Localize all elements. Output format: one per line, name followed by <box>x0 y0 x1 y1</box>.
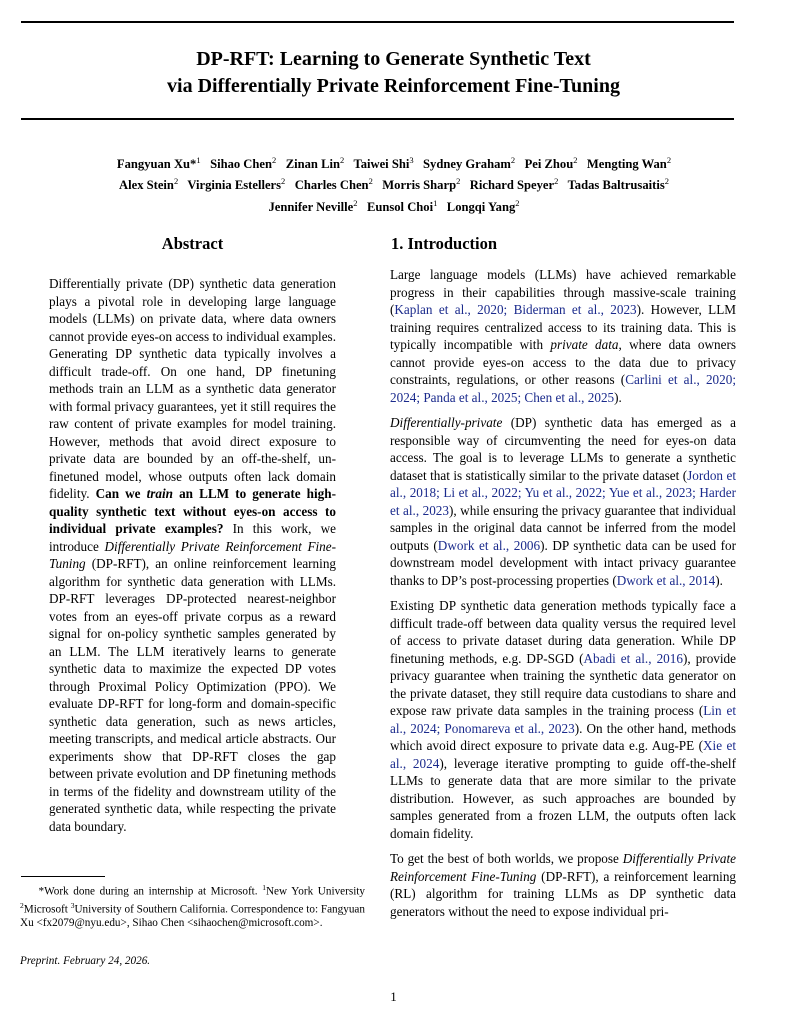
citation-link[interactable]: Lin et al., 2024; Ponomareva et al., 2023 <box>390 703 736 736</box>
abstract-heading: Abstract <box>161 234 224 253</box>
intro-paragraph: Existing DP synthetic data generation methods typically face a difficult trade-off between data quality versus the required level of access to private dataset during data generation. While DP finetuning methods, e.g. DP-SGD (Abadi et al., 2016), provide privacy guarantee when training the synthetic data generator on the private dataset, they still require data custodians to share and expose raw private data samples in the training process (Lin et al., 2024; Ponomareva et al., 2023). On the other hand, methods which avoid direct exposure to private data e.g. Aug-PE (Xie et al., 2024), leverage iterative prompting to guide off-the-shelf LLMs to generate data that are more similar to the private distribution. However, as such approaches are bounded by samples generated from a frozen LLM, the outputs often lack domain fidelity. <box>390 598 736 841</box>
author: Eunsol Choi$^1$ <box>366 197 438 214</box>
abstract-body: Differentially private (DP) synthetic data generation plays a pivotal role in developing large language models (LLMs) on private data, where data owners cannot provide eyes-on access to individual examples. Generating DP synthetic data typically involves a difficult trade-off. On one hand, DP finetuning methods train an LLM as a synthetic data generator with formal privacy guarantees, yet it still requires the raw content of private examples for model training. However, methods that avoid direct exposure to private data are bounded by an off-the-shelf, un-finetuned model, whose outputs often lack domain fidelity. Can we train an LLM to generate high-quality synthetic text without eyes-on access to individual private examples? In this work, we introduce Differentially Private Reinforcement Fine-Tuning (DP-RFT), an online reinforcement learning algorithm for synthetic data generation with LLMs. DP-RFT leverages DP-protected nearest-neighbor votes from an eyes-off private corpus as a reward signal for on-policy synthetic samples generated by an LLM. The LLM iteratively learns to generate synthetic data to maximize the expected DP votes through Proximal Policy Optimization (PPO). We evaluate DP-RFT for long-form and domain-specific synthetic data generation, such as news articles, meeting transcripts, and medical article abstracts. Our experiments show that DP-RFT closes the gap between private evolution and DP finetuning methods in terms of the fidelity and downstream utility of the generated synthetic data, while respecting the private data boundary. <box>49 276 337 834</box>
author: Tadas Baltrusaitis$^2$ <box>567 176 669 193</box>
author-list <box>20 152 768 216</box>
intro-paragraph: To get the best of both worlds, we propose Differentially Private Reinforcement Fine-Tuning (DP-RFT), a reinforcement learning (RL) algorithm for training LLMs as DP synthetic data generators without the need to expose individual pri- <box>390 851 737 919</box>
author: Zinan Lin$^2$ <box>285 155 345 172</box>
author: Jennifer Neville$^2$ <box>268 197 358 214</box>
citation-link[interactable]: Jordon et al., 2018; Li et al., 2022; Yu et al., 2022; Yue et al., 2023; Harder et al., 2023 <box>390 467 736 518</box>
author: Alex Stein$^2$ <box>119 176 179 193</box>
citation-link[interactable]: Dwork et al., 2006 <box>437 537 541 553</box>
author: Virginia Estellers$^2$ <box>187 176 286 193</box>
author: Charles Chen$^2$ <box>294 176 373 193</box>
author: Morris Sharp$^2$ <box>382 176 461 193</box>
footnote-rule <box>21 876 105 877</box>
author: Taiwei Shi$^3$ <box>353 155 414 172</box>
citation-link[interactable]: Abadi et al., 2016 <box>583 650 683 666</box>
intro-paragraph: Differentially-private (DP) synthetic data has emerged as a responsible way of circumventing the need for eyes-on data access. The goal is to leverage LLMs to generate a synthetic dataset that is statistically similar to the private dataset (Jordon et al., 2018; Li et al., 2022; Yu et al., 2022; Yue et al., 2023; Harder et al., 2023), while ensuring the privacy guarantee that individual samples in the original data cannot be inferred from the model outputs (Dwork et al., 2006). DP synthetic data can be used for downstream model development with intact privacy guarantee thanks to DP’s post-processing properties (Dwork et al., 2014). <box>390 415 737 588</box>
citation-link[interactable]: Xie et al., 2024 <box>390 738 736 771</box>
introduction-heading: 1. Introduction <box>391 234 498 253</box>
author: Mengting Wan$^2$ <box>586 155 672 172</box>
author: Sihao Chen$^2$ <box>210 155 277 172</box>
introduction-body <box>390 266 736 928</box>
author: Richard Speyer$^2$ <box>469 176 559 193</box>
title-bottom-rule <box>21 118 734 120</box>
preprint-note: Preprint. February 24, 2026. <box>20 955 151 967</box>
intro-paragraph: Large language models (LLMs) have achieved remarkable progress in their capabilities through massive-scale training (Kaplan et al., 2020; Biderman et al., 2023). However, LLM training requires centralized access to its training data. This is typically incompatible with private data, where data owners cannot provide eyes-on access to the data due to privacy constraints, regulations, or other reasons (Carlini et al., 2020; 2024; Panda et al., 2025; Chen et al., 2025). <box>390 267 737 405</box>
page-number: 1 <box>390 989 397 1004</box>
author: Longqi Yang$^2$ <box>446 197 520 214</box>
citation-link[interactable]: Kaplan et al., 2020; Biderman et al., 2023 <box>394 302 637 317</box>
citation-link[interactable]: Carlini et al., 2020; 2024; Panda et al., 2025; Chen et al., 2025 <box>390 372 737 405</box>
top-rule <box>21 21 734 23</box>
author: Fangyuan Xu*$^1$ <box>116 155 201 172</box>
paper-title: DP-RFT: Learning to Generate Synthetic Text via Differentially Private Reinforcement Fine-Tuning <box>167 48 620 97</box>
author: Pei Zhou$^2$ <box>524 155 578 172</box>
author: Sydney Graham$^2$ <box>423 155 516 172</box>
citation-link[interactable]: Dwork et al., 2014 <box>616 572 716 588</box>
footnote: *Work done during an internship at Microsoft. $^1$New York University $^2$Microsoft $^3$University of Southern California. Correspondence to: Fangyuan Xu <fx2079@nyu.edu>, Sihao Chen <sihaochen@microsoft.com>. <box>20 883 366 930</box>
